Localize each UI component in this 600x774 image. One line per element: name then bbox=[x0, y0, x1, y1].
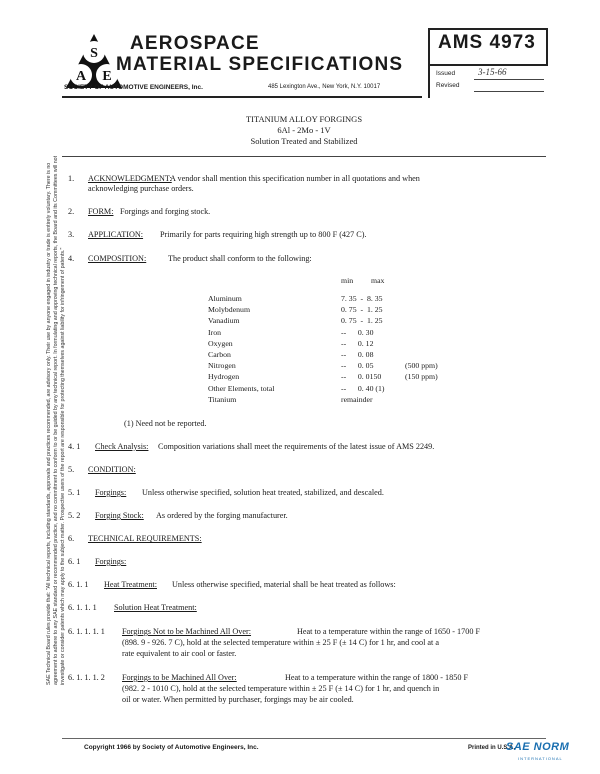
composition-element: Hydrogen bbox=[208, 372, 240, 382]
composition-element: Vanadium bbox=[208, 316, 240, 326]
section-6-1-1-1-2-text: Heat to a temperature within the range of 1800 - 1850 F bbox=[285, 673, 469, 682]
composition-ppm: (150 ppm) bbox=[405, 372, 438, 382]
section-6-1-1-1-number: 6. 1. 1. 1 bbox=[68, 603, 97, 612]
section-4-1-heading: Check Analysis: bbox=[95, 442, 149, 451]
section-3-heading: APPLICATION: bbox=[88, 230, 144, 239]
section-6-heading: TECHNICAL REQUIREMENTS: bbox=[88, 534, 202, 543]
composition-ppm: (500 ppm) bbox=[405, 361, 438, 371]
section-6-1-heading: Forgings: bbox=[95, 557, 127, 566]
logo-letter-s: S bbox=[90, 46, 98, 61]
section-6-1-1-1-1-text: Heat to a temperature within the range of 1650 - 1700 F bbox=[297, 627, 481, 636]
section-5-number: 5. bbox=[68, 465, 75, 474]
composition-min-header: min bbox=[341, 276, 354, 285]
section-6-1-1-1-1-text-3: rate equivalent to air cool or faster. bbox=[122, 649, 237, 658]
composition-value: -- 0. 40 (1) bbox=[341, 383, 385, 393]
society-name: SOCIETY OF AUTOMOTIVE ENGINEERS, Inc. bbox=[64, 84, 203, 91]
section-3-number: 3. bbox=[68, 230, 75, 239]
composition-element: Oxygen bbox=[208, 338, 233, 348]
section-6-1-1-number: 6. 1. 1 bbox=[68, 580, 89, 589]
section-5-1-number: 5. 1 bbox=[68, 488, 81, 497]
composition-value: -- 0. 12 bbox=[341, 338, 374, 348]
section-4-1-text: Composition variations shall meet the requirements of the latest issue of AMS 2249. bbox=[158, 442, 435, 451]
section-6-1-number: 6. 1 bbox=[68, 557, 81, 566]
section-5-heading: CONDITION: bbox=[88, 465, 136, 474]
composition-value: -- 0. 08 bbox=[341, 350, 374, 359]
section-4-heading: COMPOSITION: bbox=[88, 254, 147, 263]
composition-element: Other Elements, total bbox=[208, 383, 275, 393]
section-2-text: Forgings and forging stock. bbox=[120, 207, 211, 216]
section-4-1-number: 4. 1 bbox=[68, 442, 81, 451]
section-6-1-1-1-heading: Solution Heat Treatment: bbox=[114, 603, 197, 612]
section-3-text: Primarily for parts requiring high strength up to 800 F (427 C). bbox=[160, 230, 367, 239]
section-5-2-number: 5. 2 bbox=[68, 511, 81, 520]
title-aerospace: AEROSPACE bbox=[130, 33, 260, 54]
revised-rule bbox=[474, 91, 544, 92]
composition-value: remainder bbox=[341, 394, 373, 404]
product-title: TITANIUM ALLOY FORGINGS bbox=[245, 114, 363, 124]
section-6-1-1-1-1-number: 6. 1. 1. 1. 1 bbox=[68, 627, 105, 636]
section-5-2-heading: Forging Stock: bbox=[95, 511, 144, 520]
section-4-number: 4. bbox=[68, 254, 75, 263]
composition-value: 0. 75 - 1. 25 bbox=[341, 305, 383, 315]
composition-element: Nitrogen bbox=[208, 361, 236, 371]
logo-letter-a: A bbox=[75, 69, 87, 84]
composition-value: -- 0. 05 bbox=[341, 361, 374, 371]
society-address: 485 Lexington Ave., New York, N.Y. 10017 bbox=[268, 84, 381, 90]
section-2-heading: FORM: bbox=[88, 207, 114, 216]
section-5-2-text: As ordered by the forging manufacturer. bbox=[156, 511, 288, 520]
brand-watermark: SAE NORM bbox=[506, 741, 570, 753]
brand-watermark-sub: INTERNATIONAL bbox=[518, 756, 563, 761]
issued-rule bbox=[474, 79, 544, 80]
ams-number: AMS 4973 bbox=[438, 32, 536, 53]
section-1-number: 1. bbox=[68, 174, 75, 183]
printed-in: Printed in U.S.A. bbox=[468, 745, 516, 751]
issued-label: Issued bbox=[436, 70, 456, 77]
composition-max-header: max bbox=[371, 276, 385, 285]
section-5-1-text: Unless otherwise specified, solution heat treated, stabilized, and descaled. bbox=[142, 488, 384, 497]
section-6-1-1-1-1-heading: Forgings Not to be Machined All Over: bbox=[122, 627, 252, 636]
composition-note: (1) Need not be reported. bbox=[124, 419, 207, 428]
section-6-1-1-1-2-text-3: oil or water. When permitted by purchaser, forgings may be air cooled. bbox=[122, 695, 354, 704]
section-6-1-1-heading: Heat Treatment: bbox=[104, 580, 157, 589]
composition-element: Aluminum bbox=[208, 294, 242, 303]
composition-element: Titanium bbox=[208, 394, 237, 404]
sae-disclaimer: SAE Technical Board rules provide that: "All technical reports, including standards, approvals and practices recommended, are advisory only. Their use by anyone engaged in industry or trade is entirely voluntary. There is no agreement to adhere to any SAE standard or recommended practice, and no commitment to conform to or be guided by any technical report. In formulating and approving technical reports, the Board and its Committees will not investigate or consider patents which may apply to the subject matter. Prospective users of the report are responsible for protecting themselves against liability for infringement of patents." bbox=[46, 155, 66, 685]
section-6-1-1-1-2-text-2: (982. 2 - 1010 C), hold at the selected temperature within ± 25 F (± 14 C) for 1 hr, and quench in bbox=[122, 684, 440, 693]
section-1-heading: ACKNOWLEDGMENT: bbox=[88, 174, 172, 183]
section-6-1-1-text: Unless otherwise specified, material shall be heat treated as follows: bbox=[172, 580, 396, 589]
section-5-1-heading: Forgings: bbox=[95, 488, 127, 497]
revised-label: Revised bbox=[436, 82, 460, 89]
header-rule bbox=[62, 96, 422, 98]
section-6-number: 6. bbox=[68, 534, 75, 543]
composition-value: -- 0. 0150 bbox=[341, 372, 382, 382]
composition-value: 0. 75 - 1. 25 bbox=[341, 316, 383, 326]
section-4-text: The product shall conform to the following: bbox=[168, 254, 312, 263]
composition-value: -- 0. 30 bbox=[341, 327, 374, 337]
section-2-number: 2. bbox=[68, 207, 75, 216]
section-6-1-1-1-2-heading: Forgings to be Machined All Over: bbox=[122, 673, 237, 682]
sae-logo-icon bbox=[64, 32, 124, 92]
section-1-text-2: acknowledging purchase orders. bbox=[88, 184, 194, 193]
section-6-1-1-1-2-number: 6. 1. 1. 1. 2 bbox=[68, 673, 105, 682]
section-6-1-1-1-1-text-2: (898. 9 - 926. 7 C), hold at the selected temperature within ± 25 F (± 14 C) for 1 hr, and cool at a bbox=[122, 638, 439, 647]
product-alloy: 6Al - 2Mo - 1V bbox=[277, 125, 331, 135]
composition-element: Molybdenum bbox=[208, 305, 251, 315]
composition-element: Carbon bbox=[208, 350, 231, 359]
title-material-specifications: MATERIAL SPECIFICATIONS bbox=[116, 54, 404, 75]
composition-value: 7. 35 - 8. 35 bbox=[341, 294, 383, 303]
copyright: Copyright 1966 by Society of Automotive Engineers, Inc. bbox=[84, 744, 259, 751]
section-1-text: A vendor shall mention this specification number in all quotations and when bbox=[170, 174, 420, 183]
composition-element: Iron bbox=[208, 327, 221, 337]
product-condition: Solution Treated and Stabilized bbox=[250, 136, 358, 146]
issued-date: 3-15-66 bbox=[478, 67, 507, 77]
logo-letter-e: E bbox=[102, 69, 112, 84]
title-rule bbox=[62, 156, 546, 157]
footer-rule bbox=[62, 738, 546, 739]
